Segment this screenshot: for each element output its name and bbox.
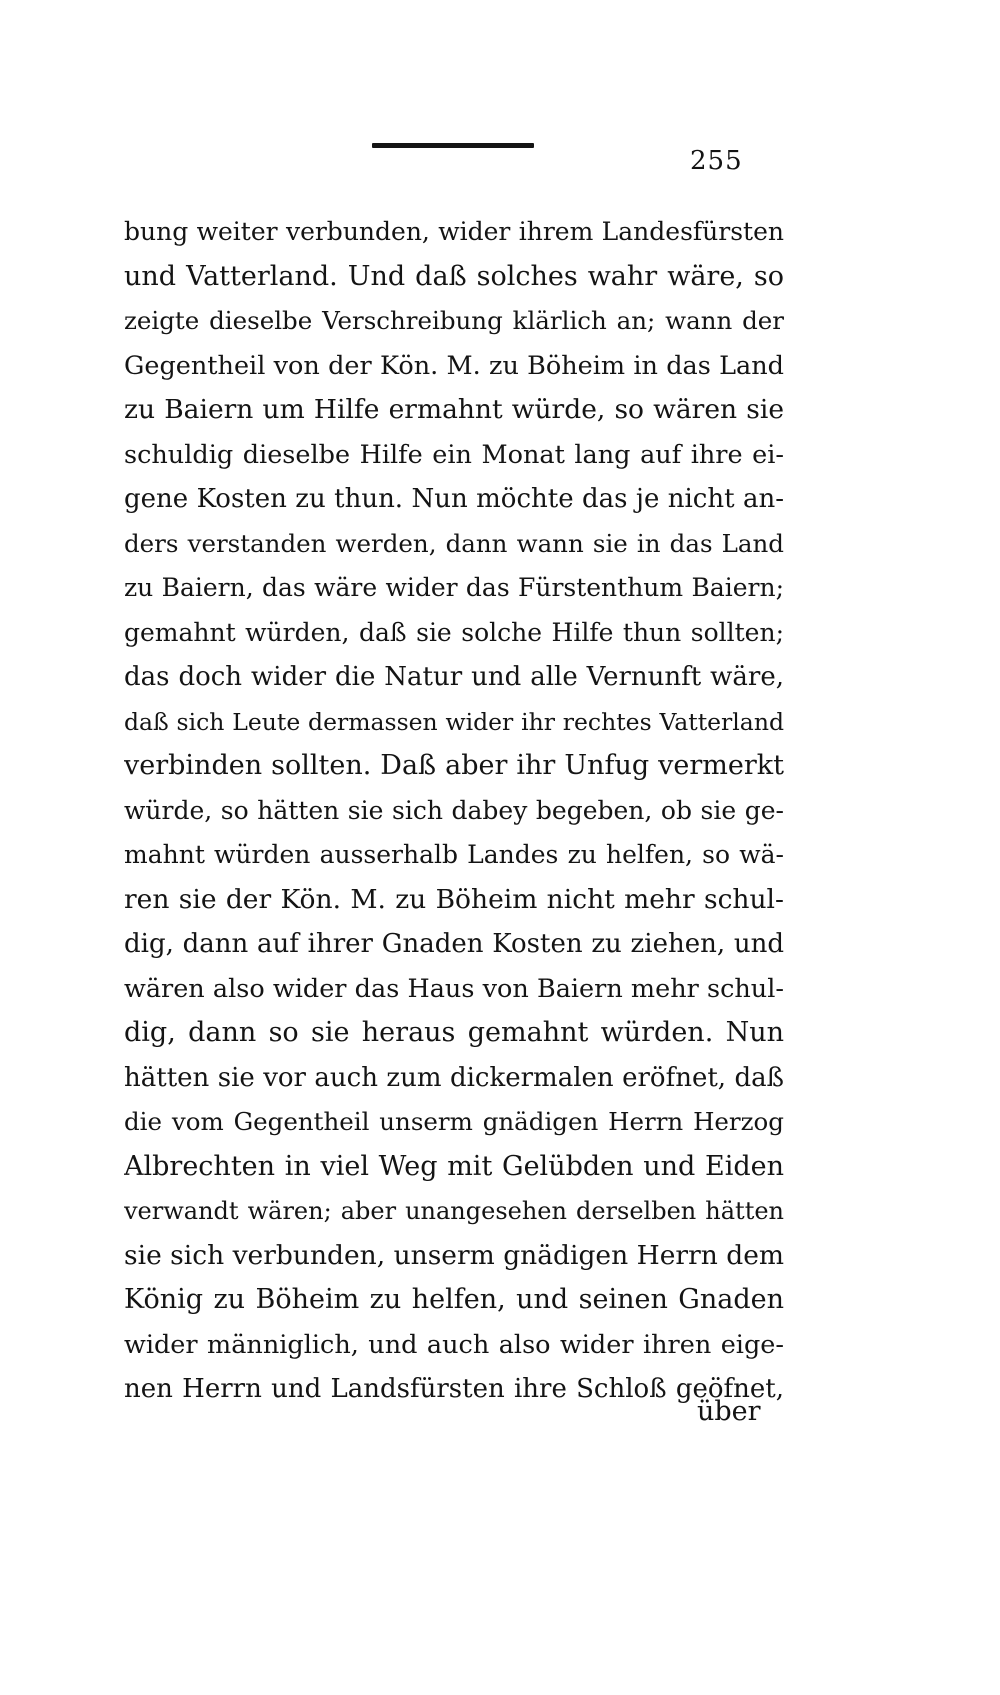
page-number: 255 [690,146,743,176]
text-line: Albrechten in viel Weg mit Gelübden und Eiden [124,1150,784,1182]
text-line: gene Kosten zu thun. Nun möchte das je nicht an- [124,484,784,514]
text-line: schuldig dieselbe Hilfe ein Monat lang auf ihre ei- [124,439,784,470]
body-text [124,210,784,1412]
text-line: verbinden sollten. Daß aber ihr Unfug vermerkt [124,750,784,781]
text-line: das doch wider die Natur und alle Vernunft wäre, [124,662,784,692]
text-line: wider männiglich, und auch also wider ihren eige- [124,1329,784,1360]
text-line: ders verstanden werden, dann wann sie in das Land [124,528,784,558]
text-line: nen Herrn und Landsfürsten ihre Schloß geöfnet, [124,1374,784,1404]
text-line: zeigte dieselbe Verschreibung klärlich an; wann der [124,306,784,335]
catchword: über [697,1396,761,1427]
text-line: und Vatterland. Und daß solches wahr wäre, so [124,260,784,292]
text-line: zu Baiern, das wäre wider das Fürstenthum Baiern; [124,573,784,602]
text-line: wären also wider das Haus von Baiern mehr schul- [124,973,784,1004]
text-line: bung weiter verbunden, wider ihrem Landesfürsten [124,217,784,246]
text-line: ren sie der Kön. M. zu Böheim nicht mehr schul- [124,883,784,915]
text-line: die vom Gegentheil unserm gnädigen Herrn Herzog [124,1107,784,1136]
text-line: zu Baiern um Hilfe ermahnt würde, so wären sie [124,394,784,425]
text-line: mahnt würden ausserhalb Landes zu helfen, so wä- [124,840,784,869]
text-line: verwandt wären; aber unangesehen derselben hätten [124,1197,784,1225]
text-line: daß sich Leute dermassen wider ihr rechtes Vatterland [124,707,784,736]
header-rule [372,143,534,148]
text-line: dig, dann auf ihrer Gnaden Kosten zu ziehen, und [124,929,784,959]
text-line: dig, dann so sie heraus gemahnt würden. Nun [124,1017,784,1048]
text-line: sie sich verbunden, unserm gnädigen Herrn dem [124,1239,784,1271]
text-line: Gegentheil von der Kön. M. zu Böheim in das Land [124,350,784,381]
text-line: hätten sie vor auch zum dickermalen eröfnet, daß [124,1062,784,1093]
text-line: gemahnt würden, daß sie solche Hilfe thun sollten; [124,617,784,647]
text-line: König zu Böheim zu helfen, und seinen Gnaden [124,1284,784,1315]
text-line: würde, so hätten sie sich dabey begeben, ob sie ge- [124,795,784,825]
